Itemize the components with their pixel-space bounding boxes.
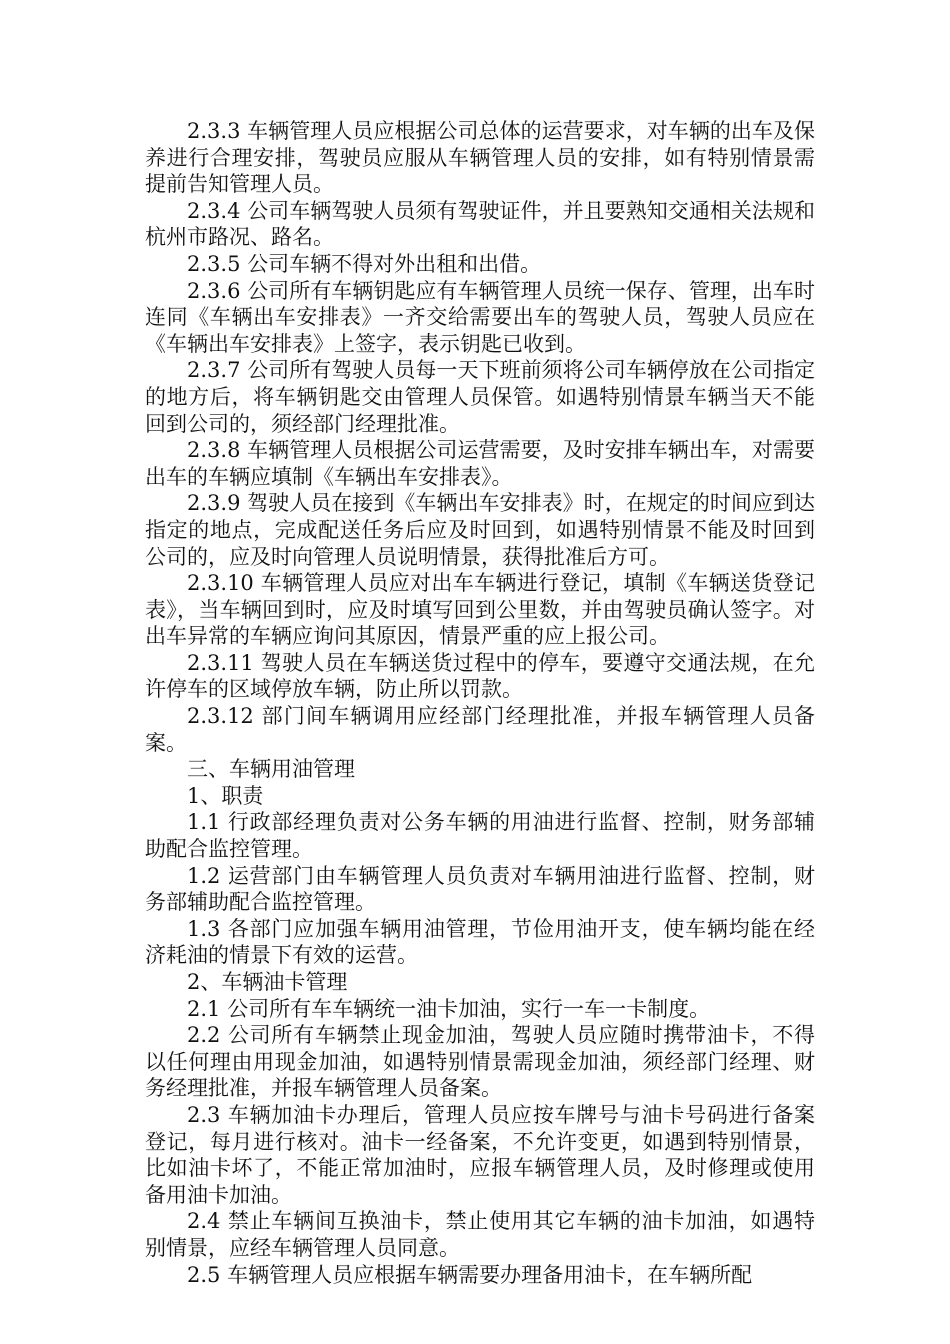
paragraph-2-3: 2.3 车辆加油卡办理后，管理人员应按车牌号与油卡号码进行备案登记，每月进行核对。油卡一经备案，不允许变更，如遇到特别情景，比如油卡坏了，不能正常加油时，应报车辆管理人员，及时修理或使用备用油卡加油。: [145, 1102, 815, 1207]
paragraph-2-3-5: 2.3.5 公司车辆不得对外出租和出借。: [187, 251, 542, 276]
paragraph-1-2: 1.2 运营部门由车辆管理人员负责对车辆用油进行监督、控制，财务部辅助配合监控管理。: [145, 863, 815, 915]
paragraph-2-3-4: 2.3.4 公司车辆驾驶人员须有驾驶证件，并且要熟知交通相关法规和杭州市路况、路名。: [145, 198, 815, 250]
paragraph-2-3-7: 2.3.7 公司所有驾驶人员每一天下班前须将公司车辆停放在公司指定的地方后，将车辆钥匙交由管理人员保管。如遇特别情景车辆当天不能回到公司的，须经部门经理批准。: [145, 358, 815, 436]
paragraph-2-3-12: 2.3.12 部门间车辆调用应经部门经理批准，并报车辆管理人员备案。: [145, 704, 815, 755]
paragraph-1-3: 1.3 各部门应加强车辆用油管理，节俭用油开支，使车辆均能在经济耗油的情景下有效的运营。: [145, 916, 815, 968]
paragraph-2-3-11: 2.3.11 驾驶人员在车辆送货过程中的停车，要遵守交通法规，在允许停车的区域停放车辆，防止所以罚款。: [145, 650, 815, 702]
paragraph-2-4: 2.4 禁止车辆间互换油卡，禁止使用其它车辆的油卡加油，如遇特别情景，应经车辆管理人员同意。: [145, 1209, 815, 1260]
subsection-heading-1: 1、职责: [187, 783, 264, 808]
paragraph-2-3-9: 2.3.9 驾驶人员在接到《车辆出车安排表》时，在规定的时间应到达指定的地点，完成配送任务后应及时回到，如遇特别情景不能及时回到公司的，应及时向管理人员说明情景，获得批准后方可。: [145, 491, 815, 569]
document-body: [145, 118, 815, 1288]
paragraph-2-2: 2.2 公司所有车辆禁止现金加油，驾驶人员应随时携带油卡，不得以任何理由用现金加油，如遇特别情景需现金加油，须经部门经理、财务经理批准，并报车辆管理人员备案。: [145, 1023, 815, 1101]
paragraph-2-5: 2.5 车辆管理人员应根据车辆需要办理备用油卡，在车辆所配: [187, 1262, 753, 1287]
paragraph-2-3-3: 2.3.3 车辆管理人员应根据公司总体的运营要求，对车辆的出车及保养进行合理安排，驾驶员应服从车辆管理人员的安排，如有特别情景需提前告知管理人员。: [145, 119, 815, 197]
paragraph-2-1: 2.1 公司所有车车辆统一油卡加油，实行一车一卡制度。: [187, 996, 711, 1021]
paragraph-2-3-10: 2.3.10 车辆管理人员应对出车车辆进行登记，填制《车辆送货登记表》，当车辆回到时，应及时填写回到公里数，并由驾驶员确认签字。对出车异常的车辆应询问其原因，情景严重的应上报公司。: [145, 571, 815, 649]
section-heading-3: 三、车辆用油管理: [187, 757, 355, 782]
paragraph-1-1: 1.1 行政部经理负责对公务车辆的用油进行监督、控制，财务部辅助配合监控管理。: [145, 810, 815, 862]
paragraph-2-3-6: 2.3.6 公司所有车辆钥匙应有车辆管理人员统一保存、管理，出车时连同《车辆出车安排表》一齐交给需要出车的驾驶人员，驾驶人员应在《车辆出车安排表》上签字，表示钥匙已收到。: [145, 278, 815, 356]
subsection-heading-2: 2、车辆油卡管理: [187, 970, 348, 994]
paragraph-2-3-8: 2.3.8 车辆管理人员根据公司运营需要，及时安排车辆出车，对需要出车的车辆应填制《车辆出车安排表》。: [145, 438, 815, 489]
